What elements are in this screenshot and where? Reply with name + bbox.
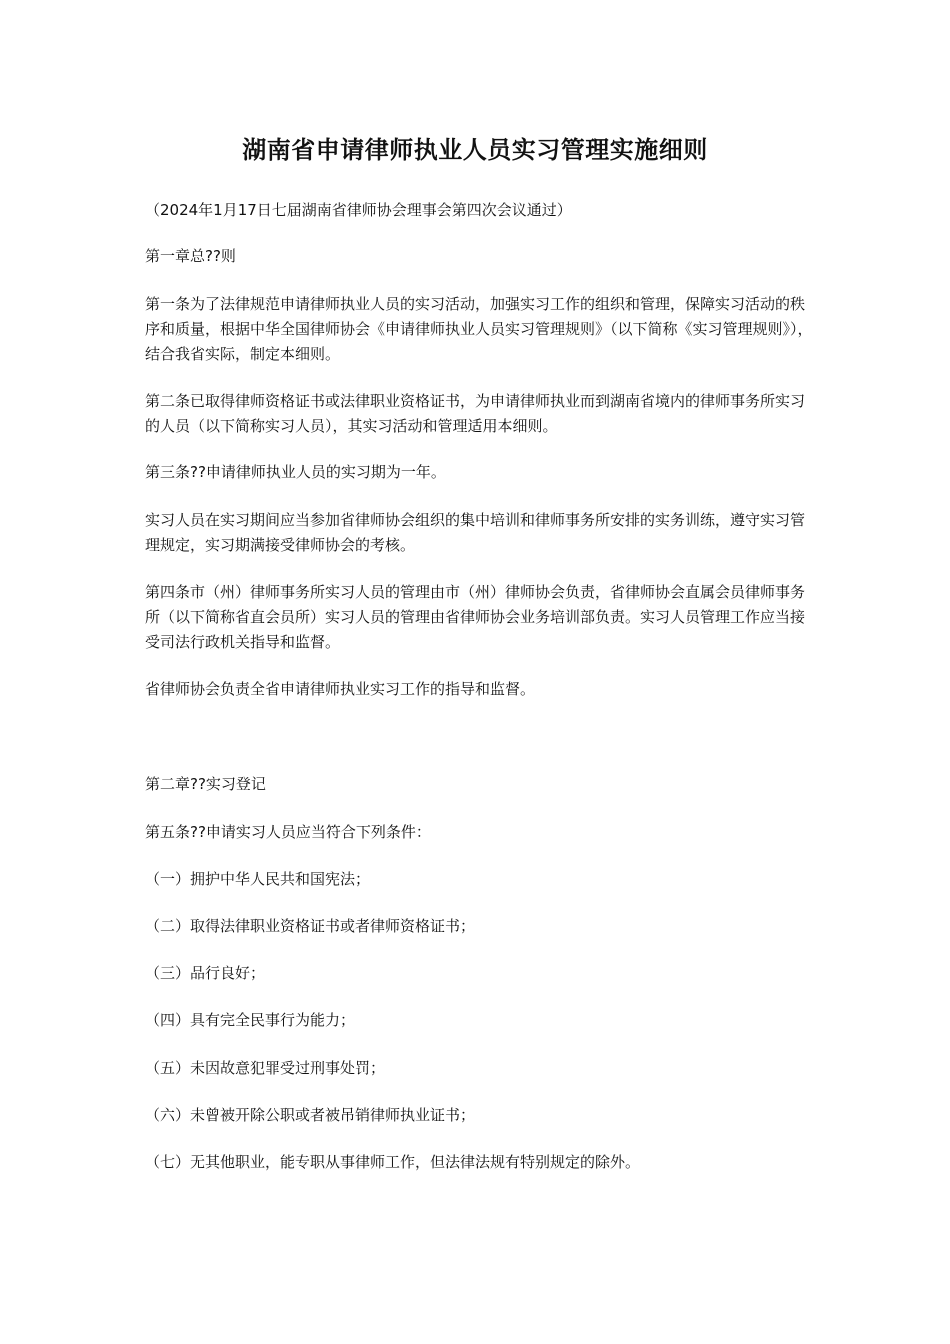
article-2: 第二条已取得律师资格证书或法律职业资格证书，为申请律师执业而到湖南省境内的律师事务所实习的人员（以下简称实习人员），其实习活动和管理适用本细则。 (145, 392, 806, 435)
condition-item-3: （三）品行良好； (145, 964, 266, 982)
condition-item-6: （六）未曾被开除公职或者被吊销律师执业证书； (145, 1106, 476, 1124)
article-1: 第一条为了法律规范申请律师执业人员的实习活动，加强实习工作的组织和管理，保障实习活动的秩序和质量，根据中华全国律师协会《申请律师执业人员实习管理规则》（以下简称《实习管理规则》），结合我省实际，制定本细则。 (145, 295, 813, 363)
article-5: 第五条??申请实习人员应当符合下列条件： (145, 823, 431, 841)
condition-item-1: （一）拥护中华人民共和国宪法； (145, 870, 371, 888)
condition-item-2: （二）取得法律职业资格证书或者律师资格证书； (145, 917, 476, 935)
condition-item-5: （五）未因故意犯罪受过刑事处罚； (145, 1059, 386, 1077)
chapter-heading-1: 第一章总??则 (145, 247, 236, 265)
condition-item-7: （七）无其他职业，能专职从事律师工作，但法律法规有特别规定的除外。 (145, 1153, 641, 1171)
article-4: 第四条市（州）律师事务所实习人员的管理由市（州）律师协会负责，省律师协会直属会员律师事务所（以下简称省直会员所）实习人员的管理由省律师协会业务培训部负责。实习人员管理工作应当接受司法行政机关指导和监督。 (145, 583, 806, 651)
document-title: 湖南省申请律师执业人员实习管理实施细则 (242, 136, 708, 164)
article-4-paragraph-2: 省律师协会负责全省申请律师执业实习工作的指导和监督。 (145, 680, 536, 698)
article-3: 第三条??申请律师执业人员的实习期为一年。 (145, 463, 446, 481)
chapter-heading-2: 第二章??实习登记 (145, 775, 266, 793)
condition-item-4: （四）具有完全民事行为能力； (145, 1011, 356, 1029)
document-subtitle: （2024年1月17日七届湖南省律师协会理事会第四次会议通过） (145, 201, 572, 219)
article-3-paragraph-2: 实习人员在实习期间应当参加省律师协会组织的集中培训和律师事务所安排的实务训练，遵守实习管理规定，实习期满接受律师协会的考核。 (145, 511, 806, 554)
